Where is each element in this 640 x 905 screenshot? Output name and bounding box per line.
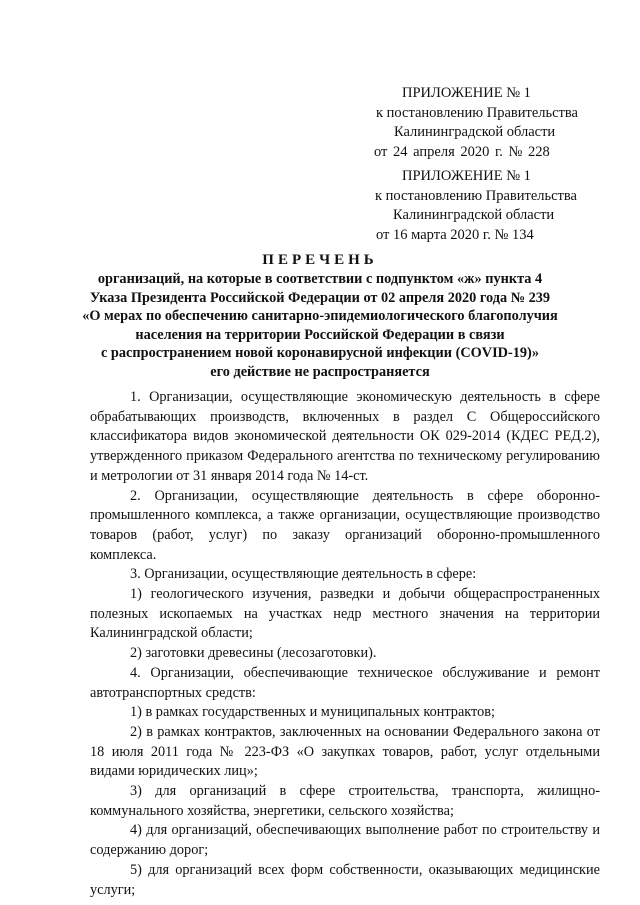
paragraph-3: 3. Организации, осуществляющие деятельность в сфере: (130, 566, 477, 583)
subtitle-line: его действие не распространяется (210, 363, 430, 380)
paragraph-3-item-2: 2) заготовки древесины (лесозаготовки). (130, 645, 377, 662)
paragraph-4-item-5: 5) для организаций всех форм собственности, оказывающих медицинские услуги; (90, 861, 600, 898)
appendix-original-line1: к постановлению Правительства (375, 187, 577, 204)
paragraph-2: 2. Организации, осуществляющие деятельность в сфере оборонно-промышленного комплекса, а также организации, осуществляющие производство товаров (работ, услуг) по заказу организаций оборонно-промышленного комплекса. (90, 487, 600, 563)
document-body (90, 388, 600, 900)
appendix-current-line1: к постановлению Правительства (376, 104, 578, 121)
paragraph-4: 4. Организации, обеспечивающие техническое обслуживание и ремонт автотранспортных средств: (90, 664, 600, 701)
paragraph-4-item-4: 4) для организаций, обеспечивающих выполнение работ по строительству и содержанию дорог; (90, 822, 600, 859)
subtitle-line: с распространением новой коронавирусной инфекции (COVID-19)» (101, 345, 539, 362)
paragraph-3-item-1: 1) геологического изучения, разведки и добычи общераспространенных полезных ископаемых на участках недр местного значения на территории Калининградской области; (90, 586, 600, 642)
paragraph-4-item-2: 2) в рамках контрактов, заключенных на основании Федерального закона от 18 июля 2011 года № 223-ФЗ «О закупках товаров, работ, услуг отдельными видами юридических лиц»; (90, 723, 600, 780)
paragraph-1: 1. Организации, осуществляющие экономическую деятельность в сфере обрабатывающих производств, включенных в раздел С Общероссийского классификатора видов экономической деятельности ОК 029-2014 (КДЕС РЕД.2), утвержденного приказом Федерального агентства по техническому регулированию и метрологии от 31 января 2014 года № 14-ст. (90, 389, 600, 484)
appendix-current (360, 84, 578, 162)
paragraph-4-item-1: 1) в рамках государственных и муниципальных контрактов; (130, 704, 495, 721)
appendix-original-title: ПРИЛОЖЕНИЕ № 1 (402, 168, 531, 184)
paragraph-4-item-3: 3) для организаций в сфере строительства, транспорта, жилищно-коммунального хозяйства, энергетики, сельского хозяйства; (90, 783, 600, 819)
appendix-current-line2: Калининградской области (394, 124, 556, 140)
appendix-current-line3: от 24 апреля 2020 г. № 228 (374, 143, 550, 160)
subtitle-line: «О мерах по обеспечению санитарно-эпидемиологического благополучия (82, 308, 558, 325)
document-title: ПЕРЕЧЕНЬ (262, 252, 378, 268)
appendix-original (360, 167, 577, 245)
appendix-original-line3: от 16 марта 2020 г. № 134 (376, 226, 534, 243)
appendix-current-title: ПРИЛОЖЕНИЕ № 1 (402, 85, 531, 101)
subtitle-line: населения на территории Российской Федерации в связи (135, 326, 505, 343)
subtitle-line: Указа Президента Российской Федерации от 02 апреля 2020 года № 239 (89, 289, 551, 306)
document-heading (0, 250, 640, 382)
subtitle-line: организаций, на которые в соответствии с подпунктом «ж» пункта 4 (97, 271, 543, 287)
appendix-original-line2: Калининградской области (393, 207, 555, 223)
